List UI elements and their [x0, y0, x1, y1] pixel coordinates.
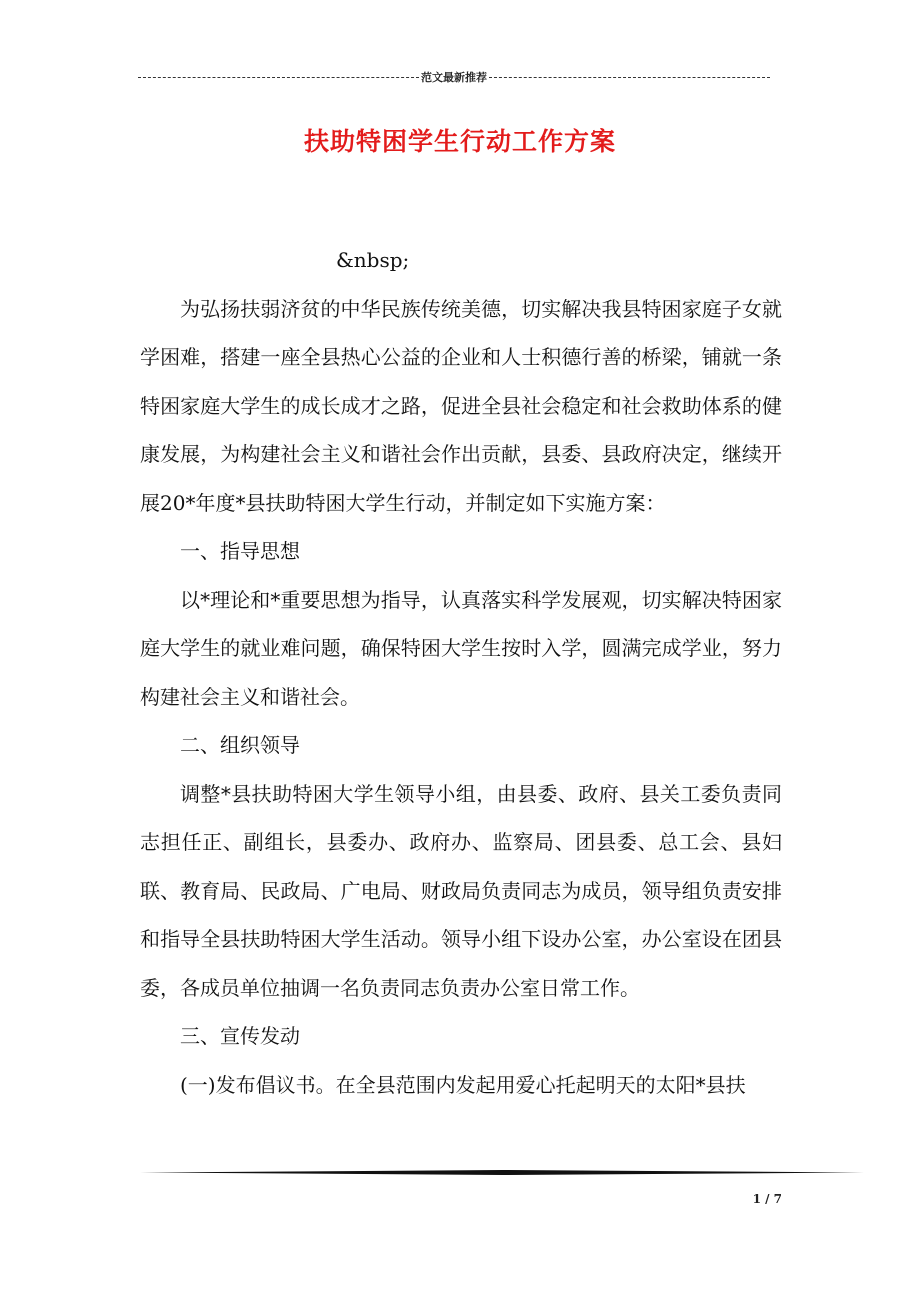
section-heading-publicity: 三、宣传发动 [180, 1024, 300, 1048]
paragraph-publicity-1: (一)发布倡议书。在全县范围内发起用爱心托起明天的太阳*县扶 [180, 1072, 746, 1097]
paragraph-organization: 调整*县扶助特困大学生领导小组，由县委、政府、县关工委负责同志担任正、副组长，县委办、政府办、监察局、团县委、总工会、县妇联、教育局、民政局、广电局、财政局负责同志为成员，领导组负责安排和指导全县扶助特困大学生活动。领导小组下设办公室，办公室设在团县委，各成员单位抽调一名负责同志负责办公室日常工作。 [140, 781, 782, 1000]
paragraph-guiding-ideology: 以*理论和*重要思想为指导，认真落实科学发展观，切实解决特困家庭大学生的就业难问题，确保特困大学生按时入学，圆满完成学业，努力构建社会主义和谐社会。 [140, 587, 782, 709]
section-heading-guiding-ideology: 一、指导思想 [180, 539, 300, 563]
header-label: 范文最新推荐 [421, 71, 487, 84]
section-heading-organization: 二、组织领导 [180, 733, 300, 757]
paragraph-intro: 为弘扬扶弱济贫的中华民族传统美德，切实解决我县特困家庭子女就学困难，搭建一座全县热心公益的企业和人士积德行善的桥梁，铺就一条特困家庭大学生的成长成才之路，促进全县社会稳定和社会救助体系的健康发展，为构建社会主义和谐社会作出贡献，县委、县政府决定，继续开展20*年度*县扶助特困大学生行动，并制定如下实施方案： [140, 296, 782, 515]
document-title: 扶助特困学生行动工作方案 [303, 127, 616, 156]
footer-rule [140, 1170, 864, 1175]
page-number: 1 / 7 [752, 1192, 782, 1206]
header-dash-left [138, 77, 419, 78]
document-body [140, 236, 782, 1109]
nbsp-line: &nbsp; [336, 248, 410, 272]
header-dash-right [489, 77, 770, 78]
page-header [138, 70, 770, 84]
